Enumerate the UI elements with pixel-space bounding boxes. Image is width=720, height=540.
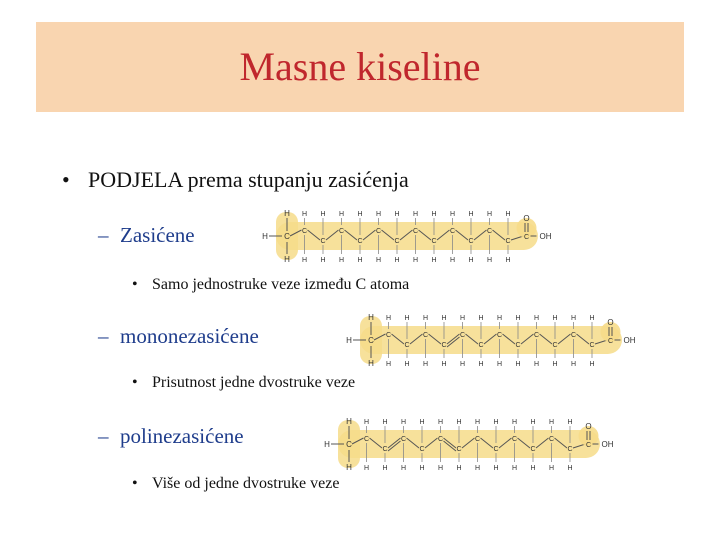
monounsaturated-fatty-acid-molecule [340,310,640,370]
carbon-atom: C [589,342,595,349]
bullet-dot: • [132,475,138,492]
carbon-atom: C [422,332,429,339]
hydrogen-atom: H [338,211,345,218]
hydrogen-atom: H [589,361,595,368]
hydrogen-atom: H [478,315,484,322]
hydrogen-atom: H [284,255,290,264]
hydrogen-atom: H [363,465,370,472]
hydrogen-atom: H [552,315,558,322]
carbon-atom: C [338,228,345,235]
main-point-text: PODJELA prema stupanju zasićenja [88,167,409,192]
hydrogen-atom: H [284,209,290,218]
carbon-atom: C [496,332,503,339]
hydrogen-atom: H [530,419,536,426]
hydrogen-atom: H [441,361,447,368]
dash-marker: – [98,223,109,247]
carbon-atom: C [486,228,493,235]
hydrogen-atom: H [320,257,326,264]
carbon-atom: C [456,446,462,453]
carbon-atom: C [382,446,388,453]
category-label: Zasićene [120,223,195,247]
saturated-fatty-acid-molecule [256,206,556,266]
polyunsaturated-fatty-acid-molecule [318,414,618,474]
oxygen-atom: O [523,214,530,223]
hydrogen-atom: H [548,419,555,426]
hydrogen-atom: H [493,465,499,472]
carbon-atom: C [375,228,382,235]
carbon-atom: C [419,446,425,453]
hydrogen-atom: H [419,465,425,472]
hydrogen-atom: H [511,419,518,426]
hydrogen-atom: H [459,315,466,322]
carbon-atom: C [437,436,444,443]
carbon-atom: C [468,238,474,245]
carbon-atom: C [474,436,481,443]
detail-text: Samo jednostruke veze između C atoma [152,276,410,293]
hydrogen-atom: H [346,463,352,472]
hydrogen-atom: H [589,315,595,322]
hydrogen-atom: H [456,465,462,472]
carbon-atom: C [511,436,518,443]
hydrogen-atom: H [474,419,481,426]
hydrogen-atom: H [368,313,374,322]
carbon-atom: C [548,436,555,443]
carbon-atom: C [459,332,466,339]
hydrogen-atom: H [419,419,425,426]
category-polyunsaturated [98,424,244,449]
hydrogen-atom: H [493,419,499,426]
hydrogen-atom: H [404,315,410,322]
hydrogen-atom: H [456,419,462,426]
carbon-atom: C [441,342,447,349]
carbon-atom: C [585,442,592,449]
detail-text: Više od jedne dvostruke veze [152,475,340,492]
hydrogen-atom: H [468,211,474,218]
hydrogen-atom: H [449,257,456,264]
detail-monounsaturated [132,374,355,392]
carbon-atom: C [284,232,290,241]
hydrogen-atom: H [382,465,388,472]
hydrogen-atom: H [505,211,511,218]
hydrogen-atom: H [496,315,503,322]
hydrogen-atom: H [412,211,419,218]
carbon-atom: C [363,436,370,443]
hydrogen-atom: H [515,315,521,322]
hydrogen-atom: H [394,211,400,218]
carbon-atom: C [400,436,407,443]
hydrogen-atom: H [385,315,392,322]
hydrogen-atom: H [375,211,382,218]
hydrogen-atom: H [478,361,484,368]
hydrogen-atom: H [357,257,363,264]
carbon-atom: C [567,446,573,453]
hydrogen-atom: H [548,465,555,472]
hydrogen-atom: H [338,257,345,264]
category-saturated [98,223,195,248]
carbon-atom: C [385,332,392,339]
dash-marker: – [98,324,109,348]
hydrogen-atom: H [505,257,511,264]
hydrogen-atom: H [437,465,444,472]
title-banner [36,22,684,112]
carbon-atom: C [357,238,363,245]
hydrogen-atom: H [567,419,573,426]
hydrogen-atom: H [533,315,540,322]
bullet-dot: • [132,374,138,391]
carbon-atom: C [431,238,437,245]
hydrogen-atom: H [363,419,370,426]
category-label: mononezasićene [120,324,259,348]
detail-saturated [132,276,409,294]
category-label: polinezasićene [120,424,244,448]
hydrogen-atom: H [412,257,419,264]
hydrogen-atom: H [422,315,429,322]
bullet-dot: • [132,276,138,293]
hydrogen-atom: H [530,465,536,472]
hydrogen-atom: H [533,361,540,368]
hydrogen-atom: H [459,361,466,368]
carbon-atom: C [394,238,400,245]
hydroxyl-group: OH [601,440,614,449]
hydrogen-atom: H [570,361,577,368]
carbon-atom: C [478,342,484,349]
bullet-main [62,167,409,193]
hydrogen-atom: H [400,465,407,472]
hydrogen-atom: H [301,257,308,264]
hydrogen-atom: H [437,419,444,426]
category-monounsaturated [98,324,259,349]
hydroxyl-group: OH [623,336,636,345]
hydrogen-atom: H [400,419,407,426]
carbon-atom: C [368,336,374,345]
bullet-dot: • [62,167,70,192]
hydrogen-atom: H [567,465,573,472]
hydrogen-atom: H [468,257,474,264]
hydrogen-atom: H [346,336,352,345]
hydrogen-atom: H [552,361,558,368]
carbon-atom: C [570,332,577,339]
carbon-atom: C [449,228,456,235]
hydrogen-atom: H [357,211,363,218]
hydrogen-atom: H [262,232,268,241]
hydrogen-atom: H [375,257,382,264]
carbon-atom: C [523,234,530,241]
carbon-atom: C [404,342,410,349]
hydrogen-atom: H [346,417,352,426]
hydrogen-atom: H [449,211,456,218]
hydrogen-atom: H [431,211,437,218]
hydrogen-atom: H [570,315,577,322]
carbon-atom: C [412,228,419,235]
hydrogen-atom: H [496,361,503,368]
hydroxyl-group: OH [539,232,552,241]
detail-polyunsaturated [132,475,339,493]
hydrogen-atom: H [515,361,521,368]
carbon-atom: C [533,332,540,339]
carbon-atom: C [301,228,308,235]
carbon-atom: C [505,238,511,245]
hydrogen-atom: H [474,465,481,472]
oxygen-atom: O [607,318,614,327]
hydrogen-atom: H [320,211,326,218]
carbon-atom: C [515,342,521,349]
hydrogen-atom: H [394,257,400,264]
hydrogen-atom: H [385,361,392,368]
carbon-atom: C [346,440,352,449]
hydrogen-atom: H [422,361,429,368]
hydrogen-atom: H [382,419,388,426]
oxygen-atom: O [585,422,592,431]
hydrogen-atom: H [368,359,374,368]
carbon-atom: C [552,342,558,349]
carbon-atom: C [607,338,614,345]
hydrogen-atom: H [486,211,493,218]
hydrogen-atom: H [404,361,410,368]
slide-title: Masne kiseline [239,44,481,89]
hydrogen-atom: H [511,465,518,472]
hydrogen-atom: H [324,440,330,449]
carbon-atom: C [320,238,326,245]
detail-text: Prisutnost jedne dvostruke veze [152,374,356,391]
hydrogen-atom: H [441,315,447,322]
hydrogen-atom: H [431,257,437,264]
carbon-atom: C [493,446,499,453]
hydrogen-atom: H [486,257,493,264]
carbon-atom: C [530,446,536,453]
hydrogen-atom: H [301,211,308,218]
dash-marker: – [98,424,109,448]
